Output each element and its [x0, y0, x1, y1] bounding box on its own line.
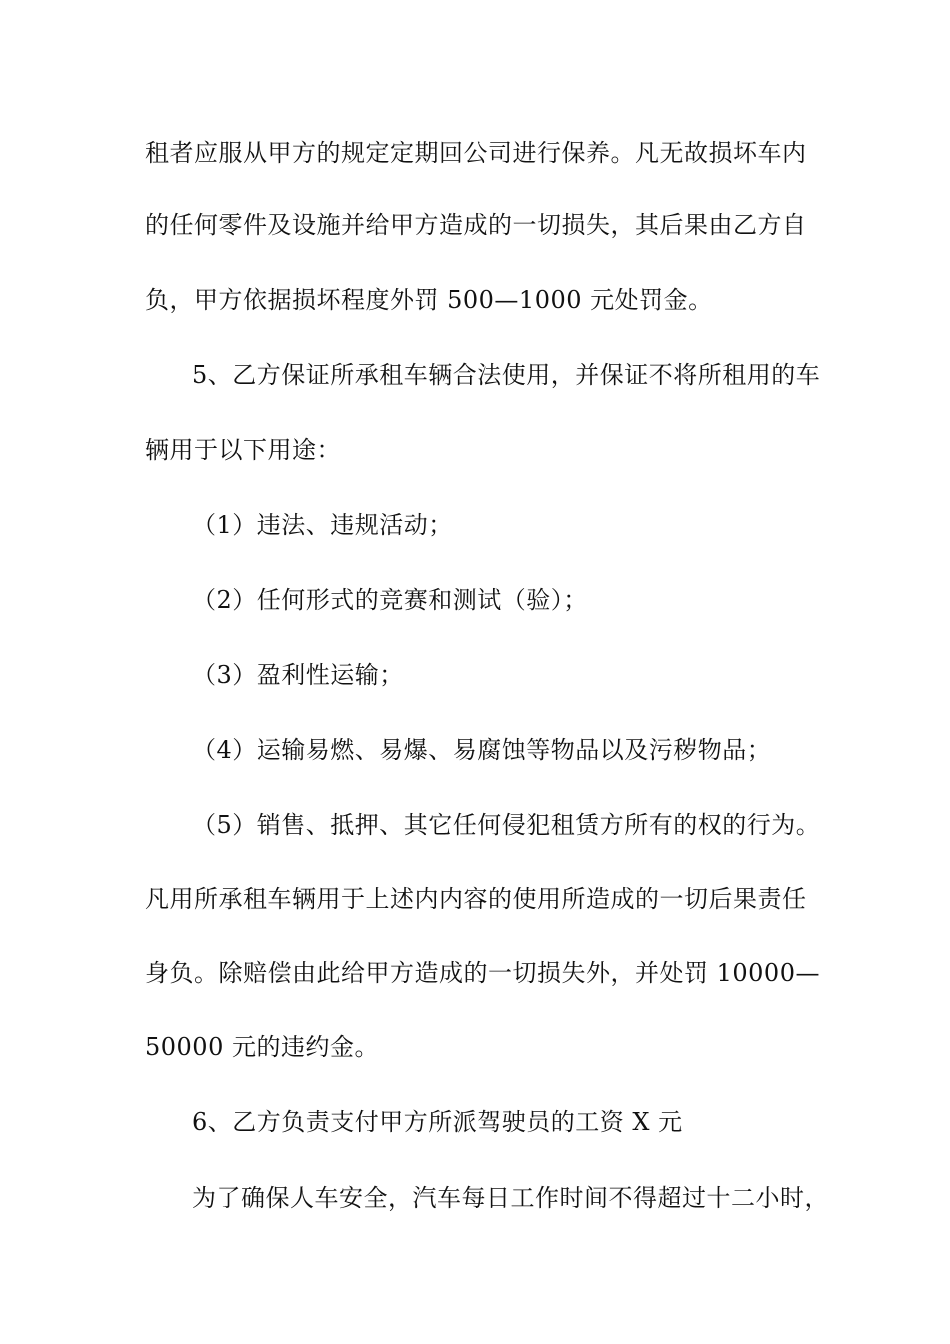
text-line-15: 为了确保人车安全，汽车每日工作时间不得超过十二小时，: [192, 1184, 829, 1212]
text-line-12: 身负。除赔偿由此给甲方造成的一切损失外，并处罚 10000—: [145, 959, 820, 987]
paragraph-item-5: 5、乙方保证所承租车辆合法使用，并保证不将所租用的车: [192, 361, 821, 389]
list-item-5: （5）销售、抵押、其它任何侵犯租赁方所有的权的行为。: [192, 811, 821, 839]
text-line-1: 租者应服从甲方的规定定期回公司进行保养。凡无故损坏车内: [145, 139, 807, 167]
text-line-5: 辆用于以下用途：: [145, 436, 341, 464]
list-item-3: （3）盈利性运输；: [192, 661, 404, 689]
text-line-13: 50000 元的违约金。: [145, 1033, 379, 1061]
list-item-1: （1）违法、违规活动；: [192, 511, 453, 539]
paragraph-item-6: 6、乙方负责支付甲方所派驾驶员的工资 X 元: [192, 1108, 683, 1136]
list-item-2: （2）任何形式的竞赛和测试（验）；: [192, 586, 588, 614]
text-line-3: 负，甲方依据损坏程度外罚 500—1000 元处罚金。: [145, 286, 713, 314]
text-line-11: 凡用所承租车辆用于上述内内容的使用所造成的一切后果责任: [145, 885, 807, 913]
list-item-4: （4）运输易燃、易爆、易腐蚀等物品以及污秽物品；: [192, 736, 772, 764]
text-line-2: 的任何零件及设施并给甲方造成的一切损失，其后果由乙方自: [145, 211, 807, 239]
